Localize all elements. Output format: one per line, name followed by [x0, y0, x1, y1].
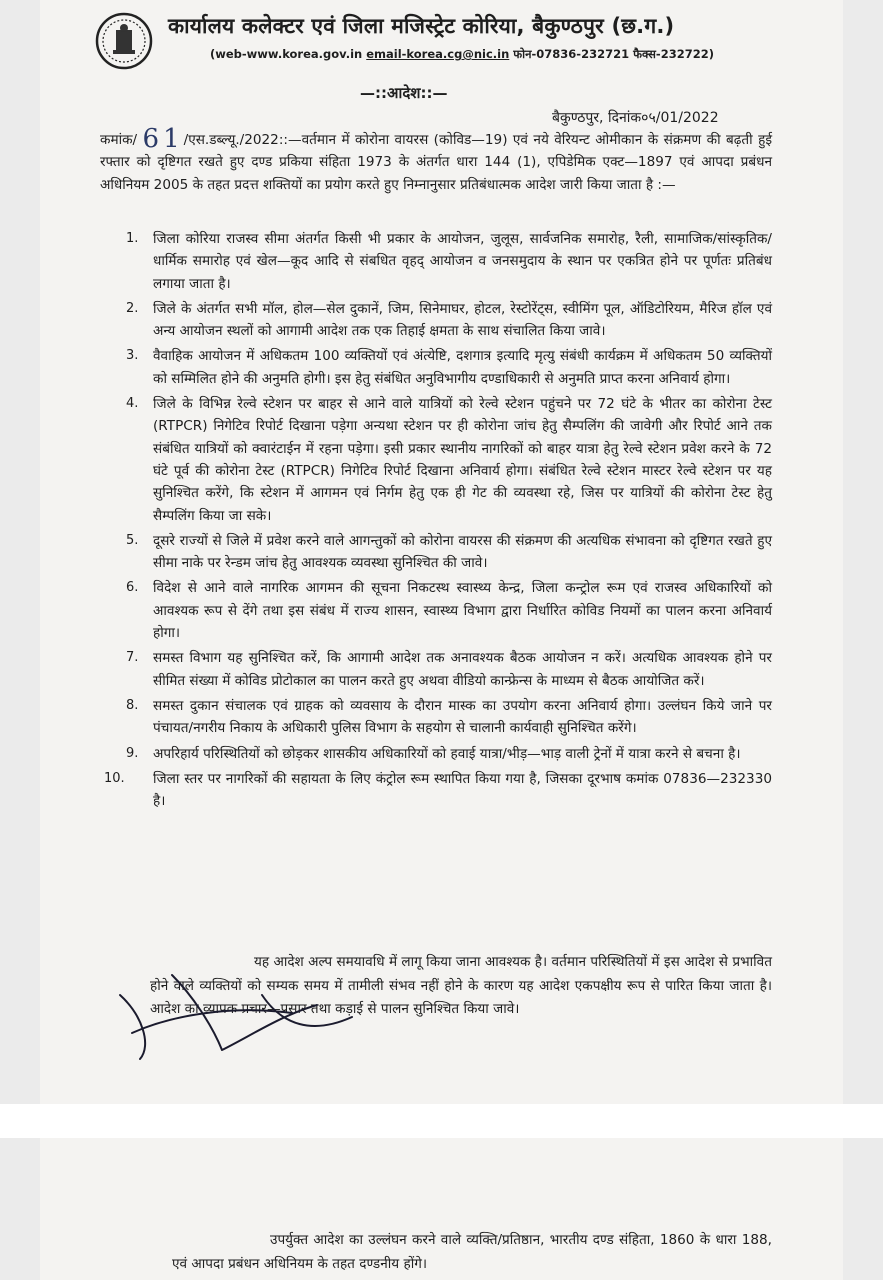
item-text: दूसरे राज्यों से जिले में प्रवेश करने वाले आगन्तुकों को कोरोना वायरस की संक्रमण की अत्यधिक संभावना को दृष्टिगत रखते हुए सीमा नाके पर रेन्डम जांच हेतु आवश्यक व्यवस्था सुनिश्चित की जावे। — [153, 532, 772, 572]
item-number: 1. — [126, 231, 139, 246]
list-item — [104, 647, 772, 692]
item-text: जिला कोरिया राजस्व सीमा अंतर्गत किसी भी प्रकार के आयोजन, जुलूस, सार्वजनिक समारोह, रैली, सामाजिक/सांस्कृतिक/धार्मिक समारोह एवं खेल—कूद आदि से संबधित वृहद् आयोजन व जनसमुदाय के स्थान पर एकत्रित होने पर पूर्णतः प्रतिबंध लगाया जाता है। — [153, 231, 772, 292]
list-item — [104, 298, 772, 343]
item-text: जिला स्तर पर नागरिकों की सहायता के लिए कंट्रोल रूम स्थापित किया गया है, जिसका दूरभाष कमांक 07836—232330 है। — [153, 770, 772, 810]
order-prefix: कमांक/ — [100, 132, 138, 148]
footer-paragraph: उपर्युक्त आदेश का उल्लंघन करने वाले व्यक्ति/प्रतिष्ठान, भारतीय दण्ड संहिता, 1860 के धारा 188, एवं आपदा प्रबंधन अधिनियम के तहत दण्डनीय होंगे। — [172, 1232, 772, 1272]
handwritten-signature — [112, 955, 412, 1065]
website-text: (web-www.korea.gov.in — [210, 47, 363, 61]
item-number: 9. — [126, 745, 139, 761]
contact-line — [210, 47, 770, 62]
item-text: समस्त विभाग यह सुनिश्चित करें, कि आगामी आदेश तक अनावश्यक बैठक आयोजन न करें। अत्यधिक आवश्यक होने पर सीमित संख्या में कोविड प्रोटोकाल का पालन करते हुए अथवा वीडियो कान्फ्रेन्स के माध्यम से बैठक आयोजित करें। — [153, 650, 772, 689]
item-number: 2. — [126, 300, 139, 316]
order-intro-text: /एस.डब्ल्यू./2022::—वर्तमान में कोरोना वायरस (कोविड—19) एवं नये वेरियन्ट ओमीकान के संक्रमण की बढ़ती हुई रफ्तार को दृष्टिगत रखते हुए दण्ड प्रकिया संहिता 1973 के अंतर्गत धारा 144 (1), एपिडेमिक एक्ट—1897 एवं आपदा प्रबंधन अधिनियम 2005 के तहत प्रदत्त शक्तियों का प्रयोग करते हुए निम्नानुसार प्रतिबंधात्मक आदेश जारी किया जाता है :— — [100, 132, 772, 193]
order-heading: —::आदेश::— — [360, 84, 448, 102]
item-number: 3. — [126, 348, 139, 364]
order-intro — [100, 124, 772, 196]
item-number: 8. — [126, 697, 139, 713]
list-item — [104, 695, 772, 740]
item-text: समस्त दुकान संचालक एवं ग्राहक को व्यवसाय के दौरान मास्क का उपयोग करना अनिवार्य होगा। उल्लंघन किये जाने पर पंचायत/नगरीय निकाय के अधिकारी पुलिस विभाग के सहयोग से चालानी कार्यवाही सुनिश्चित करेंगे। — [153, 697, 772, 737]
list-item — [104, 393, 772, 527]
order-date: बैकुण्ठपुर, दिनांक०५/01/2022 — [552, 110, 719, 126]
email-link[interactable]: email-korea.cg@nic.in — [366, 47, 510, 61]
list-item — [104, 345, 772, 390]
restriction-list — [104, 228, 772, 815]
item-number: 6. — [126, 580, 139, 596]
item-text: विदेश से आने वाले नागरिक आगमन की सूचना निकटस्थ स्वास्थ्य केन्द्र, जिला कन्ट्रोल रूम एवं राजस्व अधिकारियों को आवश्यक रूप से देंगे तथा इस संबंध में राज्य शासन, स्वास्थ्य विभाग द्वारा निर्धारित कोविड नियमों का पालन करना अनिवार्य होगा। — [153, 580, 772, 642]
item-number: 7. — [126, 650, 139, 666]
item-number: 4. — [126, 396, 139, 412]
list-item — [104, 228, 772, 295]
item-number: 5. — [126, 532, 139, 548]
state-emblem-icon — [95, 12, 153, 70]
order-number: 61 — [142, 124, 184, 154]
closing-paragraph: यह आदेश अल्प समयावधि में लागू किया जाना आवश्यक है। वर्तमान परिस्थितियों में इस आदेश से प्रभावित होने वाले व्यक्तियों को सम्यक समय में तामीली संभव नहीं होने के कारण यह आदेश एकपक्षीय रूप से पारित किया जाता है। आदेश का व्यापक प्रचार—प्रसार तथा कड़ाई से पालन सुनिश्चित किया जावे। — [150, 954, 772, 1017]
item-text: जिले के विभिन्न रेल्वे स्टेशन पर बाहर से आने वाले यात्रियों को रेल्वे स्टेशन पहुंचने पर 72 घंटे के भीतर का कोरोना टेस्ट (RTPCR) निगेटिव रिपोर्ट दिखाना पड़ेगा अन्यथा स्टेशन पर ही कोरोना जांच हेतु सैम्पलिंग की जावेगी और रिपोर्ट आने तक संबंधित यात्रियों को क्वारंटाईन में रहना पड़ेगा। इसी प्रकार स्थानीय नागरिकों को बाहर यात्रा हेतु रेल्वे स्टेशन प्रवेश करने के 72 घंटे पूर्व की कोरोना टेस्ट (RTPCR) निगेटिव रिपोर्ट दिखाना अनिवार्य होगा। संबंधित रेल्वे स्टेशन मास्टर रेल्वे स्टेशन पर यह सुनिश्चित करेंगे, कि स्टेशन में आगमन एवं निर्गम हेतु एक ही गेट की व्यवस्था रहे, जिस पर यात्रियों की कोरोना टेस्ट हेतु सैम्पलिंग किया जा सके। — [153, 396, 772, 524]
item-number: 10. — [104, 770, 125, 786]
item-text: जिले के अंतर्गत सभी मॉल, होल—सेल दुकानें, जिम, सिनेमाघर, होटल, रेस्टोरेंट्स, स्वीमिंग पूल, ऑडिटोरियम, मैरिज हॉल एवं अन्य आयोजन स्थलों को आगामी आदेश तक एक तिहाई क्षमता के साथ संचालित किया जावे। — [153, 300, 772, 340]
list-item — [104, 768, 772, 813]
office-title: कार्यालय कलेक्टर एवं जिला मजिस्ट्रेट कोरिया, बैकुण्ठपुर (छ.ग.) — [168, 14, 675, 38]
item-text: अपरिहार्य परिस्थितियों को छोड़कर शासकीय अधिकारियों को हवाई यात्रा/भीड़—भाड़ वाली ट्रेनों में यात्रा करने से बचना है। — [153, 745, 741, 762]
list-item — [104, 530, 772, 575]
list-item — [104, 577, 772, 644]
page-gap — [0, 1104, 883, 1138]
phone-fax-text: फोन-07836-232721 फैक्स-232722) — [513, 47, 714, 61]
list-item — [104, 743, 772, 765]
item-text: वैवाहिक आयोजन में अधिकतम 100 व्यक्तियों एवं अंत्येष्टि, दशगात्र इत्यादि मृत्यु संबंधी कार्यक्रम में अधिकतम 50 व्यक्तियों को सम्मिलित होने की अनुमति होगी। इस हेतु संबंधित अनुविभागीय दण्डाधिकारी से अनुमति प्राप्त करना अनिवार्य होगा। — [153, 348, 772, 387]
